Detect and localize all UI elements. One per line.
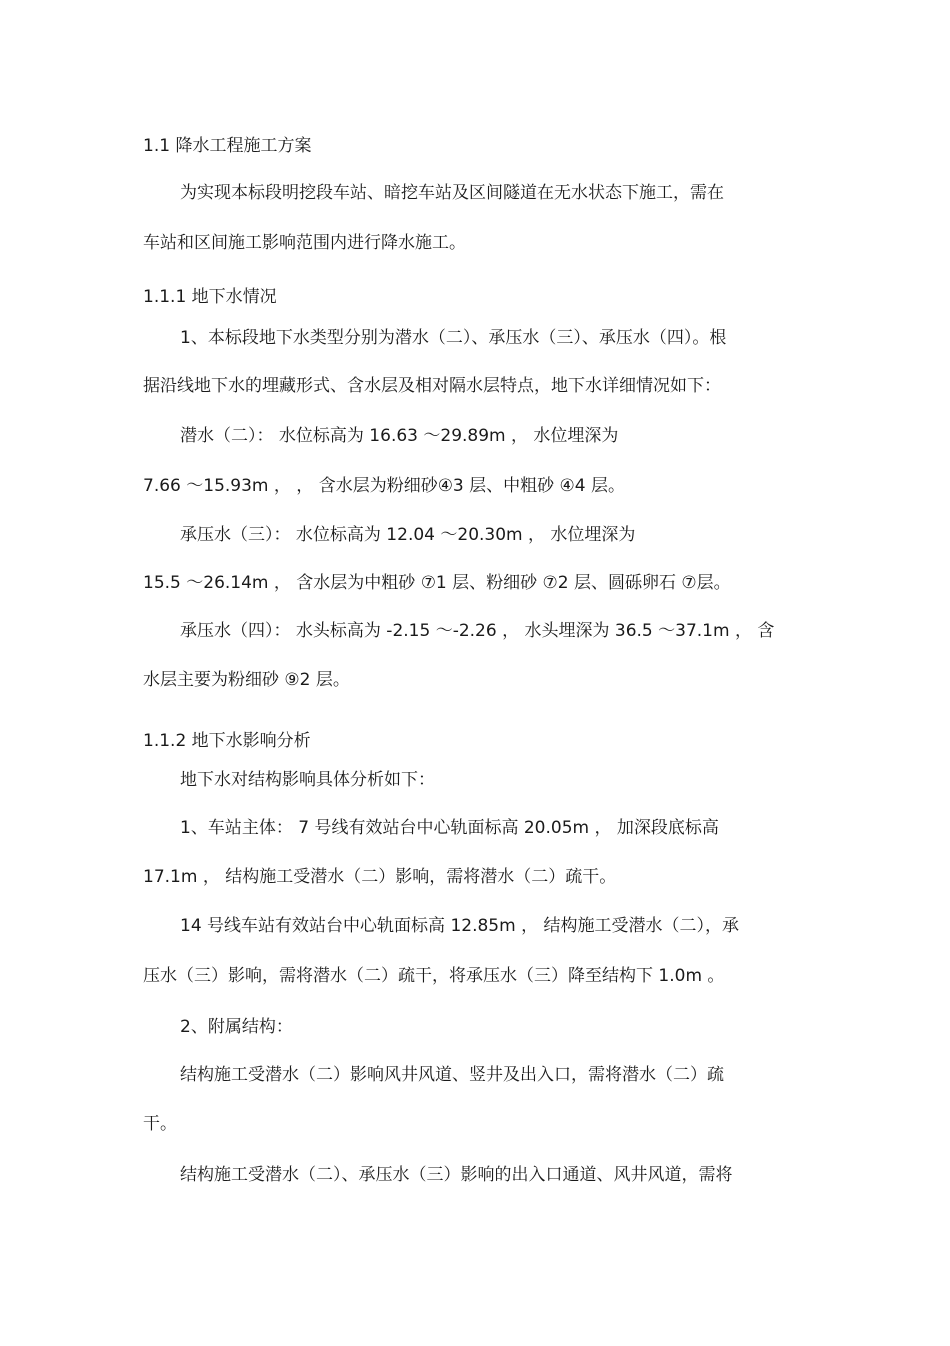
paragraph-aux2-line1: 结构施工受潜水（二）、承压水（三）影响的出入口通道、风井风道，需将 xyxy=(180,1165,733,1185)
paragraph-types-line1: 1、本标段地下水类型分别为潜水（二）、承压水（三）、承压水（四）。根 xyxy=(180,328,727,348)
paragraph-chengya4-line1: 承压水（四）： 水头标高为 -2.15 ～-2.26 ， 水头埋深为 36.5 ～37.1m ， 含 xyxy=(180,621,775,641)
paragraph-line14-line1: 14 号线车站有效站台中心轨面标高 12.85m ， 结构施工受潜水（二），承 xyxy=(180,916,739,936)
paragraph-main-line2: 17.1m ， 结构施工受潜水（二）影响，需将潜水（二）疏干。 xyxy=(143,867,617,887)
paragraph-qianshui-line1: 潜水（二）： 水位标高为 16.63 ～29.89m ， 水位埋深为 xyxy=(180,426,619,446)
paragraph-intro-line1: 为实现本标段明挖段车站、暗挖车站及区间隧道在无水状态下施工，需在 xyxy=(180,183,724,203)
paragraph-line14-line2: 压水（三）影响，需将潜水（二）疏干，将承压水（三）降至结构下 1.0m 。 xyxy=(143,966,725,986)
heading-1-1: 1.1 降水工程施工方案 xyxy=(143,136,312,156)
heading-1-1-1: 1.1.1 地下水情况 xyxy=(143,287,277,307)
heading-1-1-2: 1.1.2 地下水影响分析 xyxy=(143,731,311,751)
paragraph-chengya4-line2: 水层主要为粉细砂 ⑨2 层。 xyxy=(143,670,350,690)
paragraph-aux-title: 2、附属结构： xyxy=(180,1017,293,1037)
paragraph-chengya3-line2: 15.5 ～26.14m ， 含水层为中粗砂 ⑦1 层、粉细砂 ⑦2 层、圆砾卵石 ⑦层。 xyxy=(143,573,731,593)
paragraph-chengya3-line1: 承压水（三）： 水位标高为 12.04 ～20.30m ， 水位埋深为 xyxy=(180,525,636,545)
paragraph-analysis-intro: 地下水对结构影响具体分析如下： xyxy=(180,770,435,790)
paragraph-aux1-line2: 干。 xyxy=(143,1114,177,1134)
paragraph-main-line1: 1、车站主体： 7 号线有效站台中心轨面标高 20.05m ， 加深段底标高 xyxy=(180,818,719,838)
paragraph-aux1-line1: 结构施工受潜水（二）影响风井风道、竖井及出入口，需将潜水（二）疏 xyxy=(180,1065,724,1085)
paragraph-qianshui-line2: 7.66 ～15.93m ， ， 含水层为粉细砂④3 层、中粗砂 ④4 层。 xyxy=(143,476,626,496)
paragraph-intro-line2: 车站和区间施工影响范围内进行降水施工。 xyxy=(143,233,466,253)
paragraph-types-line2: 据沿线地下水的埋藏形式、含水层及相对隔水层特点，地下水详细情况如下： xyxy=(143,376,721,396)
